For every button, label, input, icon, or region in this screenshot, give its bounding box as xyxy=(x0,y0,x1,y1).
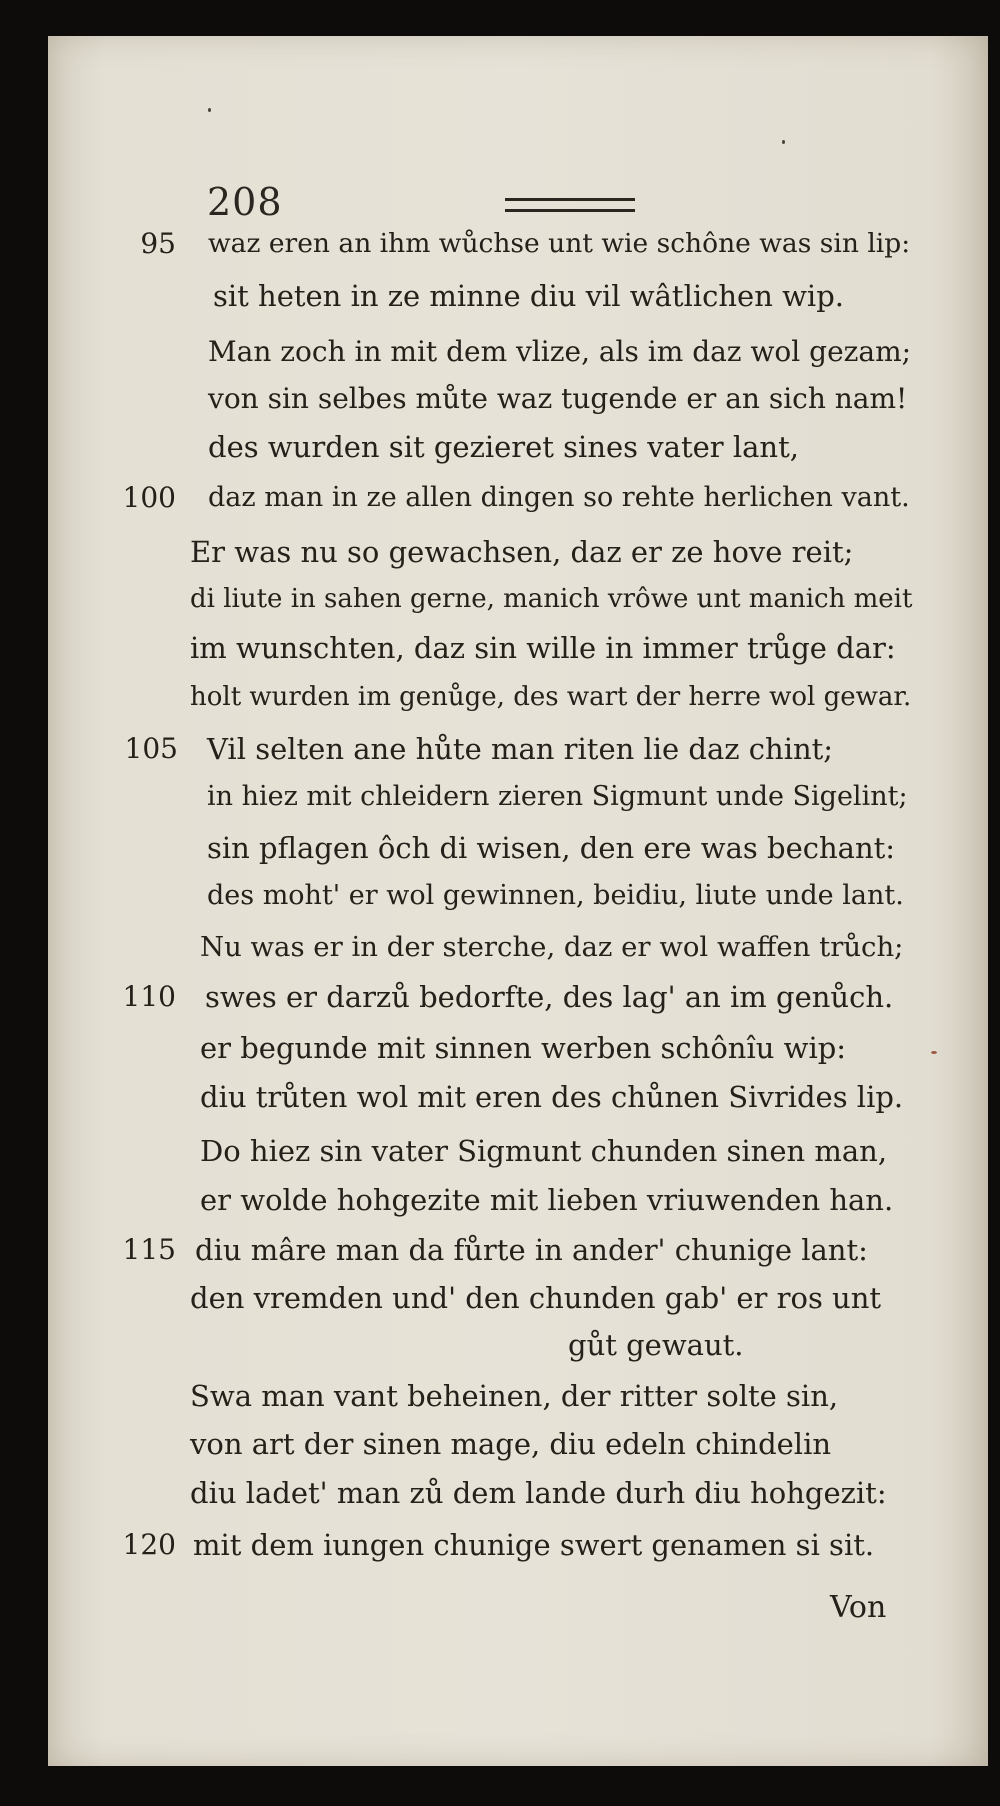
verse-line xyxy=(0,1322,1000,1368)
verse-line xyxy=(0,1421,1000,1467)
header-rule xyxy=(505,198,635,212)
verse-line xyxy=(0,424,1000,470)
verse-line xyxy=(0,726,1000,772)
verse-line xyxy=(0,1074,1000,1120)
verse-text: diu ladet' man zů dem lande durh diu hohgezit: xyxy=(190,1476,887,1510)
verse-text: in hiez mit chleidern zieren Sigmunt unde Sigelint; xyxy=(207,781,908,812)
verse-text: im wunschten, daz sin wille in immer trůge dar: xyxy=(190,631,896,665)
verse-text: di liute in sahen gerne, manich vrôwe unt manich meit xyxy=(190,584,913,614)
verse-text: von art der sinen mage, diu edeln chindelin xyxy=(190,1427,832,1461)
verse-text: sit heten in ze minne diu vil wâtlichen wip. xyxy=(213,279,844,313)
verse-line xyxy=(0,329,1000,375)
verse-text: mit dem iungen chunige swert genamen si sit. xyxy=(193,1528,875,1562)
verse-line xyxy=(0,924,1000,970)
verse-text: diu trůten wol mit eren des chůnen Sivrides lip. xyxy=(200,1080,904,1114)
line-number: 120 xyxy=(122,1528,176,1561)
line-number: 100 xyxy=(122,481,176,514)
paper-speck xyxy=(782,140,785,144)
verse-line xyxy=(0,475,1000,521)
verse-line xyxy=(0,529,1000,575)
verse-line xyxy=(0,376,1000,422)
verse-line xyxy=(0,774,1000,820)
line-number: 105 xyxy=(124,732,178,765)
verse-line xyxy=(0,1128,1000,1174)
verse-text: Er was nu so gewachsen, daz er ze hove reit; xyxy=(190,535,854,569)
verse-line xyxy=(0,1227,1000,1273)
verse-line xyxy=(0,1373,1000,1419)
verse-text: daz man in ze allen dingen so rehte herlichen vant. xyxy=(208,482,910,513)
verse-text: er begunde mit sinnen werben schônîu wip: xyxy=(200,1031,847,1065)
verse-text: von sin selbes můte waz tugende er an sich nam! xyxy=(208,382,908,415)
line-number: 95 xyxy=(140,227,176,260)
verse-text: sin pflagen ôch di wisen, den ere was bechant: xyxy=(207,831,896,865)
verse-line xyxy=(0,873,1000,919)
verse-text: den vremden und' den chunden gab' er ros unt xyxy=(190,1281,882,1315)
paper-speck xyxy=(208,108,211,112)
verse-line xyxy=(0,221,1000,267)
verse-text: diu mâre man da fůrte in ander' chunige lant: xyxy=(195,1233,868,1267)
verse-line xyxy=(0,825,1000,871)
verse-text: gůt gewaut. xyxy=(568,1328,744,1362)
verse-text: Nu was er in der sterche, daz er wol waffen trůch; xyxy=(200,931,904,963)
line-number: 115 xyxy=(122,1233,176,1266)
verse-line xyxy=(0,1177,1000,1223)
verse-text: Swa man vant beheinen, der ritter solte sin, xyxy=(190,1379,839,1413)
page-number: 208 xyxy=(207,180,283,224)
verse-text: swes er darzů bedorfte, des lag' an im genůch. xyxy=(205,980,894,1014)
verse-line xyxy=(0,576,1000,622)
verse-text: er wolde hohgezite mit lieben vriuwenden han. xyxy=(200,1183,894,1217)
verse-text: Vil selten ane hůte man riten lie daz chint; xyxy=(207,732,834,766)
verse-line xyxy=(0,674,1000,720)
verse-line xyxy=(0,1522,1000,1568)
line-number: 110 xyxy=(122,980,176,1013)
verse-line xyxy=(0,1275,1000,1321)
verse-line xyxy=(0,974,1000,1020)
verse-text: holt wurden im genůge, des wart der herre wol gewar. xyxy=(190,682,912,712)
verse-line xyxy=(0,1025,1000,1071)
verse-text: Man zoch in mit dem vlize, als im daz wol gezam; xyxy=(208,335,912,368)
catchword: Von xyxy=(830,1590,887,1625)
verse-text: des wurden sit gezieret sines vater lant, xyxy=(208,430,799,464)
verse-text: Do hiez sin vater Sigmunt chunden sinen man, xyxy=(200,1134,888,1168)
verse-line xyxy=(0,625,1000,671)
verse-line xyxy=(0,273,1000,319)
verse-text: des moht' er wol gewinnen, beidiu, liute unde lant. xyxy=(207,880,904,911)
verse-text: waz eren an ihm wůchse unt wie schône was sin lip: xyxy=(208,228,911,259)
verse-line xyxy=(0,1470,1000,1516)
